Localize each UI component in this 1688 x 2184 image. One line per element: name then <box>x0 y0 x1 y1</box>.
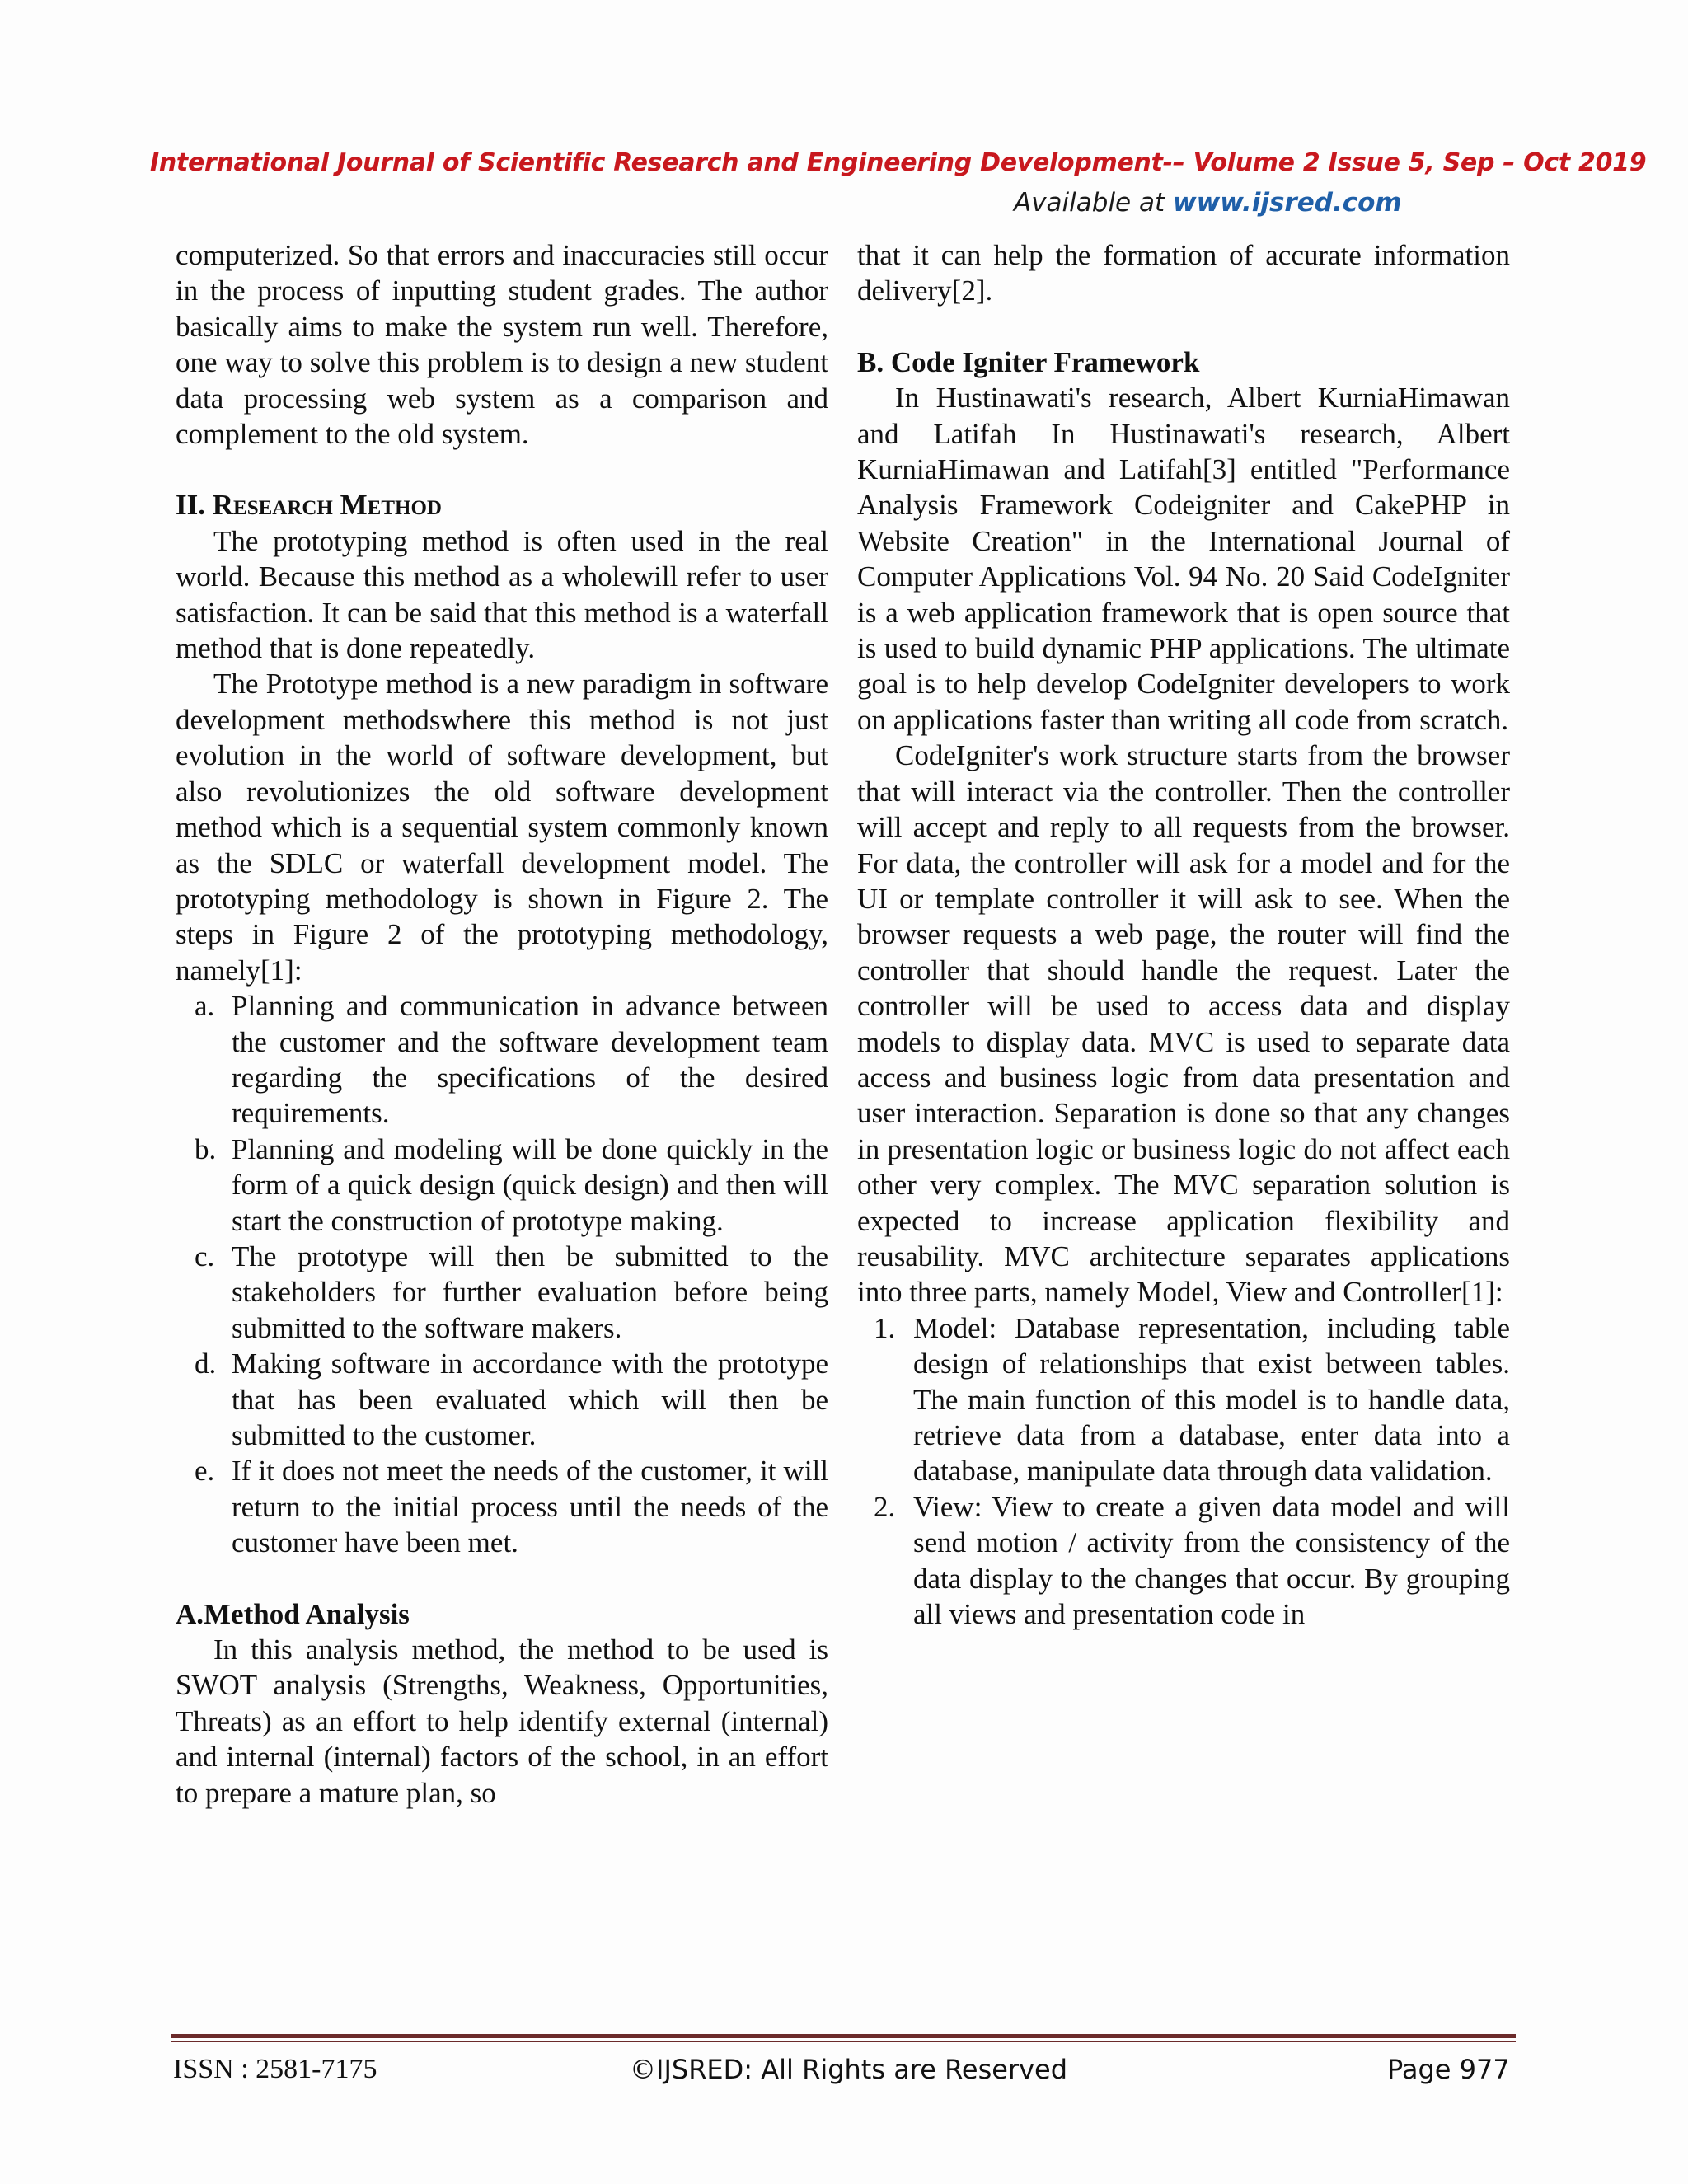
list-item-text: Model: Database representation, including table design of relationships that exist between tables. The main function of this model is to handle data, retrieve data from a database, enter data into a database, manipulate data through data validation. <box>913 1311 1510 1488</box>
paragraph: The Prototype method is a new paradigm in software development methodswhere this method is not just evolution in the world of software development, but also revolutionizes the old software development method which is a sequential system commonly known as the SDLC or waterfall development model. The prototyping methodology is shown in Figure 2. The steps in Figure 2 of the prototyping methodology, namely[1]: <box>176 668 828 987</box>
list-item <box>857 1310 1510 1489</box>
list-marker: 1. <box>874 1311 896 1344</box>
steps-list <box>176 988 828 1561</box>
available-prefix: Available at <box>1014 188 1173 218</box>
paragraph: In Hustinawati's research, Albert KurniaHimawan and Latifah In Hustinawati's research, Albert KurniaHimawan and Latifah[3] entitled "Performance Analysis Framework Codeigniter and CakePHP in Website Creation" in the International Journal of Computer Applications Vol. 94 No. 20 Said CodeIgniter is a web application framework that is open source that is used to build dynamic PHP applications. The ultimate goal is to help develop CodeIgniter developers to work on applications faster than writing all code from scratch. <box>857 382 1510 736</box>
mvc-list <box>857 1310 1510 1633</box>
journal-title: International Journal of Scientific Research and Engineering Development-– Volume 2 Issue 5, Sep – Oct 2019 <box>150 148 1647 177</box>
paragraph: In this analysis method, the method to be used is SWOT analysis (Strengths, Weakness, Opportunities, Threats) as an effort to help identify external (internal) and internal (internal) factors of the school, in an effort to prepare a mature plan, so <box>176 1633 828 1809</box>
list-marker: 2. <box>874 1490 896 1523</box>
subsection-heading: B. Code Igniter Framework <box>857 345 1200 378</box>
list-item-text: View: View to create a given data model and will send motion / activity from the consistency of the data display to the changes that occur. By grouping all views and presentation code in <box>913 1490 1510 1631</box>
list-item-text: Planning and communication in advance between the customer and the software development team regarding the specifications of the desired requirements. <box>232 990 828 1130</box>
availability-line <box>1014 188 1402 218</box>
list-marker: e. <box>195 1455 215 1488</box>
list-item <box>176 1239 828 1346</box>
journal-url-link[interactable]: www.ijsred.com <box>1173 188 1402 218</box>
list-item-text: If it does not meet the needs of the customer, it will return to the initial process until the needs of the customer have been met. <box>232 1455 828 1559</box>
list-item-text: Planning and modeling will be done quickly in the form of a quick design (quick design) and then will start the construction of prototype making. <box>232 1132 828 1237</box>
paragraph: CodeIgniter's work structure starts from the browser that will interact via the controller. Then the controller will accept and reply to all requests from the browser. For data, the controller will ask for a model and for the UI or template controller it will ask to see. When the browser requests a web page, the router will find the controller that should handle the request. Later the controller will be used to access data and display models to display data. MVC is used to separate data access and business logic from data presentation and user interaction. Separation is done so that any changes in presentation logic or business logic do not affect each other very complex. The MVC separation solution is expected to increase application flexibility and reusability. MVC architecture separates applications into three parts, namely Model, View and Controller[1]: <box>857 739 1510 1309</box>
list-marker: b. <box>195 1132 217 1165</box>
list-item <box>176 988 828 1132</box>
section-heading: II. Research Method <box>176 489 442 522</box>
list-item <box>176 1132 828 1239</box>
list-marker: c. <box>195 1240 215 1272</box>
paragraph: computerized. So that errors and inaccuracies still occur in the process of inputting student grades. The author basically aims to make the system run well. Therefore, one way to solve this problem is to design a new student data processing web system as a comparison and complement to the old system. <box>176 239 828 451</box>
list-item <box>176 1453 828 1560</box>
right-column <box>857 237 1510 1632</box>
paragraph: that it can help the formation of accurate information delivery[2]. <box>857 239 1510 307</box>
list-item <box>857 1489 1510 1633</box>
list-marker: a. <box>195 990 215 1023</box>
footer-rule-thin <box>171 2041 1516 2042</box>
footer-rule <box>171 2034 1516 2038</box>
footer-page-number: Page 977 <box>1387 2054 1510 2085</box>
list-marker: d. <box>195 1347 217 1380</box>
list-item-text: The prototype will then be submitted to the stakeholders for further evaluation before being submitted to the software makers. <box>232 1240 828 1344</box>
list-item <box>176 1346 828 1453</box>
footer-issn: ISSN : 2581-7175 <box>173 2054 377 2084</box>
subsection-heading: A.Method Analysis <box>176 1597 410 1630</box>
list-item-text: Making software in accordance with the prototype that has been evaluated which will then be submitted to the customer. <box>232 1347 828 1451</box>
paragraph: The prototyping method is often used in the real world. Because this method as a wholewill refer to user satisfaction. It can be said that this method is a waterfall method that is done repeatedly. <box>176 524 828 665</box>
left-column <box>176 237 828 1811</box>
footer-copyright: ©IJSRED: All Rights are Reserved <box>630 2054 1068 2085</box>
